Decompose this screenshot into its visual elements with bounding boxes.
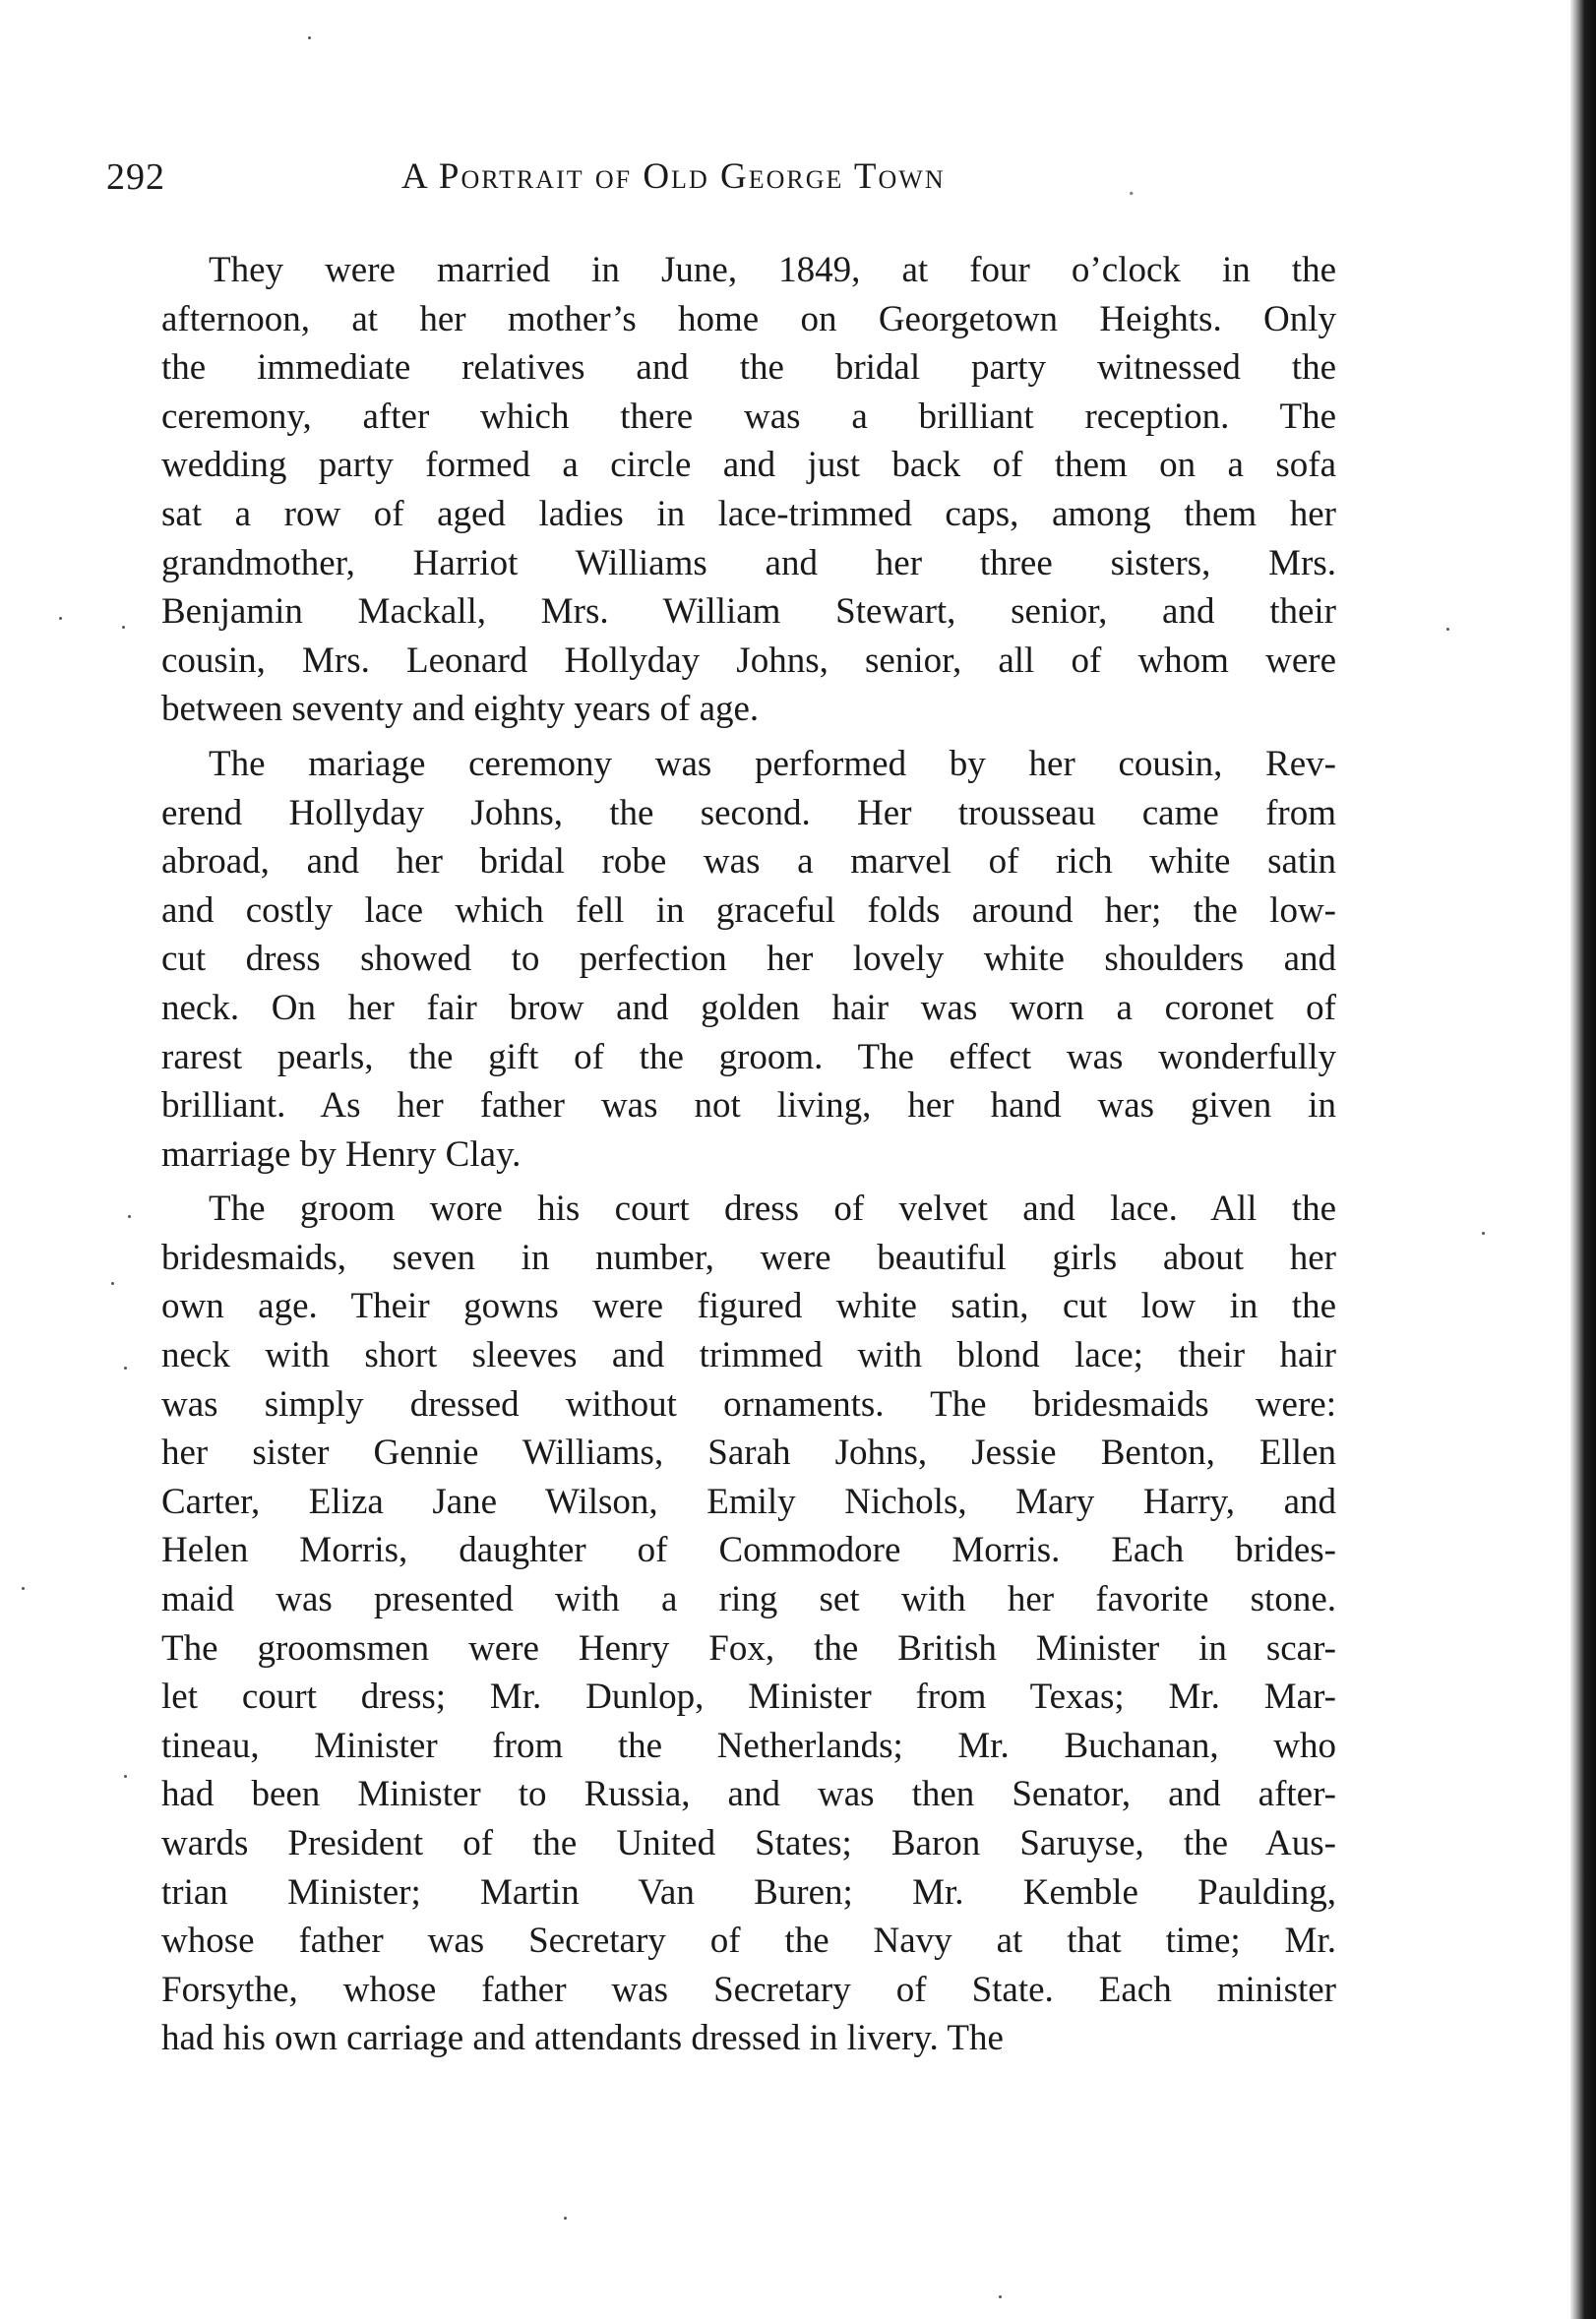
paragraph bbox=[161, 740, 1336, 1179]
text-line: tineau, Minister from the Netherlands; Mr. Buchanan, who bbox=[161, 1725, 1336, 1766]
text-line: afternoon, at her mother’s home on Georgetown Heights. Only bbox=[161, 298, 1336, 339]
text-line: bridesmaids, seven in number, were beautiful girls about her bbox=[161, 1237, 1336, 1278]
text-line: Benjamin Mackall, Mrs. William Stewart, senior, and their bbox=[161, 591, 1336, 633]
text-line: Helen Morris, daughter of Commodore Morris. Each brides- bbox=[161, 1530, 1336, 1571]
text-line: whose father was Secretary of the Navy at that time; Mr. bbox=[161, 1921, 1336, 1962]
text-line: grandmother, Harriot Williams and her three sisters, Mrs. bbox=[161, 542, 1336, 583]
text-line: between seventy and eighty years of age. bbox=[161, 689, 760, 730]
text-line: maid was presented with a ring set with her favorite stone. bbox=[161, 1579, 1336, 1620]
text-line: wards President of the United States; Baron Saruyse, the Aus- bbox=[161, 1823, 1336, 1863]
page-edge-shadow bbox=[1570, 0, 1596, 2319]
text-line: the immediate relatives and the bridal party witnessed the bbox=[161, 347, 1336, 389]
text-line: erend Hollyday Johns, the second. Her trousseau came from bbox=[161, 792, 1336, 833]
text-line: The groom wore his court dress of velvet and lace. All the bbox=[209, 1189, 1336, 1230]
text-line: and costly lace which fell in graceful folds around her; the low- bbox=[161, 889, 1336, 931]
header-mark: . bbox=[1128, 169, 1136, 202]
text-line: The mariage ceremony was performed by her cousin, Rev- bbox=[209, 743, 1336, 784]
text-line: cousin, Mrs. Leonard Hollyday Johns, senior, all of whom were bbox=[161, 640, 1336, 681]
text-line: They were married in June, 1849, at four o’clock in the bbox=[209, 250, 1336, 290]
page-header bbox=[106, 155, 1336, 211]
text-line: had been Minister to Russia, and was then Senator, and after- bbox=[161, 1774, 1336, 1815]
text-line: Forsythe, whose father was Secretary of State. Each minister bbox=[161, 1969, 1336, 2010]
running-title: A Portrait of Old George Town bbox=[401, 156, 946, 197]
paragraph bbox=[161, 1185, 1336, 2063]
page-number: 292 bbox=[106, 156, 165, 198]
text-line: cut dress showed to perfection her lovely white shoulders and bbox=[161, 939, 1336, 980]
text-line: The groomsmen were Henry Fox, the British Minister in scar- bbox=[161, 1627, 1336, 1669]
text-line: was simply dressed without ornaments. The bridesmaids were: bbox=[161, 1383, 1336, 1425]
body-text bbox=[161, 246, 1336, 2069]
text-line: neck with short sleeves and trimmed with blond lace; their hair bbox=[161, 1335, 1336, 1376]
text-line: marriage by Henry Clay. bbox=[161, 1133, 522, 1175]
paragraph bbox=[161, 246, 1336, 734]
text-line: had his own carriage and attendants dressed in livery. The bbox=[161, 2018, 1004, 2059]
text-line: neck. On her fair brow and golden hair was worn a coronet of bbox=[161, 987, 1336, 1028]
text-line: rarest pearls, the gift of the groom. The effect was wonderfully bbox=[161, 1036, 1336, 1077]
text-line: ceremony, after which there was a brilliant reception. The bbox=[161, 396, 1336, 437]
text-line: own age. Their gowns were figured white satin, cut low in the bbox=[161, 1286, 1336, 1327]
text-line: Carter, Eliza Jane Wilson, Emily Nichols, Mary Harry, and bbox=[161, 1481, 1336, 1522]
text-line: trian Minister; Martin Van Buren; Mr. Kemble Paulding, bbox=[161, 1871, 1336, 1913]
text-line: let court dress; Mr. Dunlop, Minister from Texas; Mr. Mar- bbox=[161, 1677, 1336, 1718]
text-line: brilliant. As her father was not living, her hand was given in bbox=[161, 1085, 1336, 1127]
text-line: her sister Gennie Williams, Sarah Johns, Jessie Benton, Ellen bbox=[161, 1433, 1336, 1474]
text-line: abroad, and her bridal robe was a marvel of rich white satin bbox=[161, 841, 1336, 883]
text-line: sat a row of aged ladies in lace-trimmed caps, among them her bbox=[161, 493, 1336, 534]
text-line: wedding party formed a circle and just back of them on a sofa bbox=[161, 445, 1336, 486]
